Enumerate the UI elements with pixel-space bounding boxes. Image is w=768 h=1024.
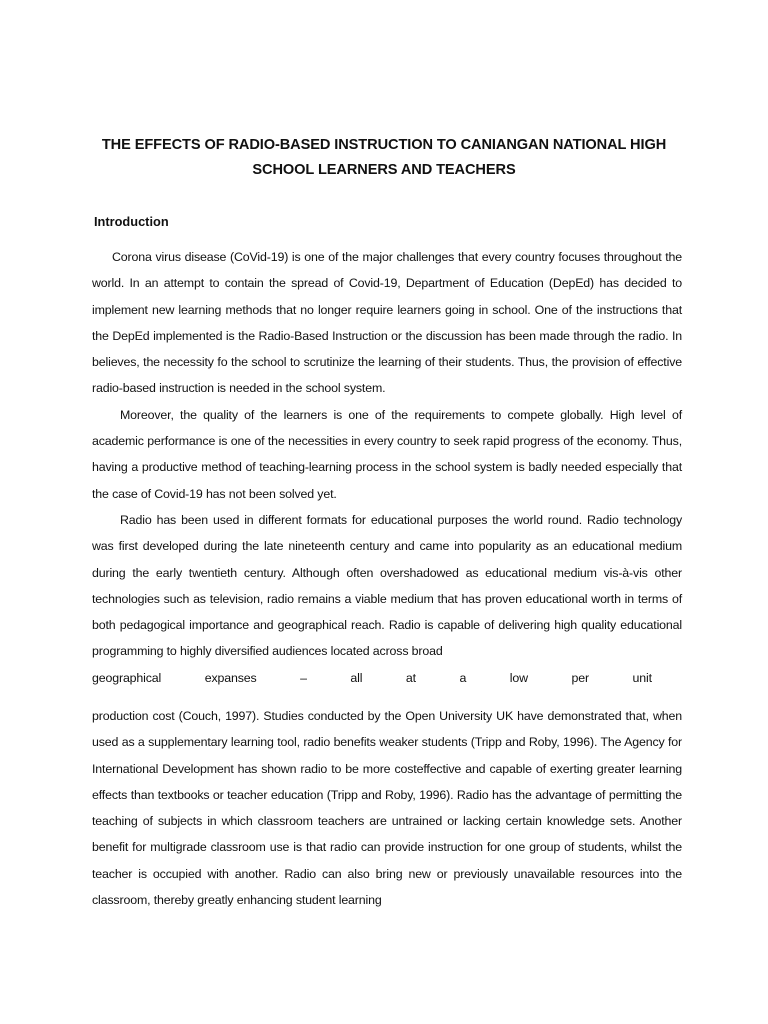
spread-word: –: [300, 670, 307, 685]
spread-word: geographical: [92, 670, 162, 685]
section-heading: Introduction: [94, 214, 169, 229]
spread-word: unit: [632, 670, 652, 685]
spread-word: expanses: [204, 670, 257, 685]
paragraph: production cost (Couch, 1997). Studies conducted by the Open University UK have demonstrated that, when used as a supplementary learning tool, radio benefits weaker students (Tripp and Roby, 1996). The Agency for International Development has shown radio to be more costeffective and capable of exerting greater learning effects than textbooks or teacher education (Tripp and Roby, 1996). Radio has the advantage of permitting the teaching of subjects in which classroom teachers are untrained or lacking certain knowledge sets. Another benefit for multigrade classroom use is that radio can provide instruction for one group of students, whilst the teacher is occupied with another. Radio can also bring new or previously unavailable resources into the classroom, thereby greatly enhancing student learning: [92, 709, 682, 908]
body-text-upper: [92, 244, 682, 691]
paragraph-spread-line: [92, 665, 652, 691]
document-title: THE EFFECTS OF RADIO-BASED INSTRUCTION TO CANIANGAN NATIONAL HIGH SCHOOL LEARNERS AND TEACHERS: [101, 137, 667, 178]
spread-word: at: [405, 670, 416, 685]
spread-word: a: [459, 670, 467, 685]
paragraph: Moreover, the quality of the learners is one of the requirements to compete globally. High level of academic performance is one of the necessities in every country to seek rapid progress of the economy. Thus, having a productive method of teaching-learning process in the school system is badly needed especially that the case of Covid-19 has not been solved yet.: [92, 407, 682, 501]
body-text-lower: [92, 703, 682, 913]
paragraph: Corona virus disease (CoVid-19) is one of the major challenges that every country focuses throughout the world. In an attempt to contain the spread of Covid-19, Department of Education (DepEd) has decided to implement new learning methods that no longer require learners going in school. One of the instructions that the DepEd implemented is the Radio-Based Instruction or the discussion has been made through the radio. In believes, the necessity fo the school to scrutinize the learning of their students. Thus, the provision of effective radio-based instruction is needed in the school system.: [92, 250, 682, 396]
spread-word: per: [571, 670, 589, 685]
paragraph: Radio has been used in different formats for educational purposes the world round. Radio technology was first developed during the late nineteenth century and came into popularity as an educational medium during the early twentieth century. Although often overshadowed as educational medium vis-à-vis other technologies such as television, radio remains a viable medium that has proven educational worth in terms of both pedagogical importance and geographical reach. Radio is capable of delivering high quality educational programming to highly diversified audiences located across broad: [92, 512, 682, 659]
spread-word: all: [350, 670, 363, 685]
spread-word: low: [509, 670, 528, 685]
